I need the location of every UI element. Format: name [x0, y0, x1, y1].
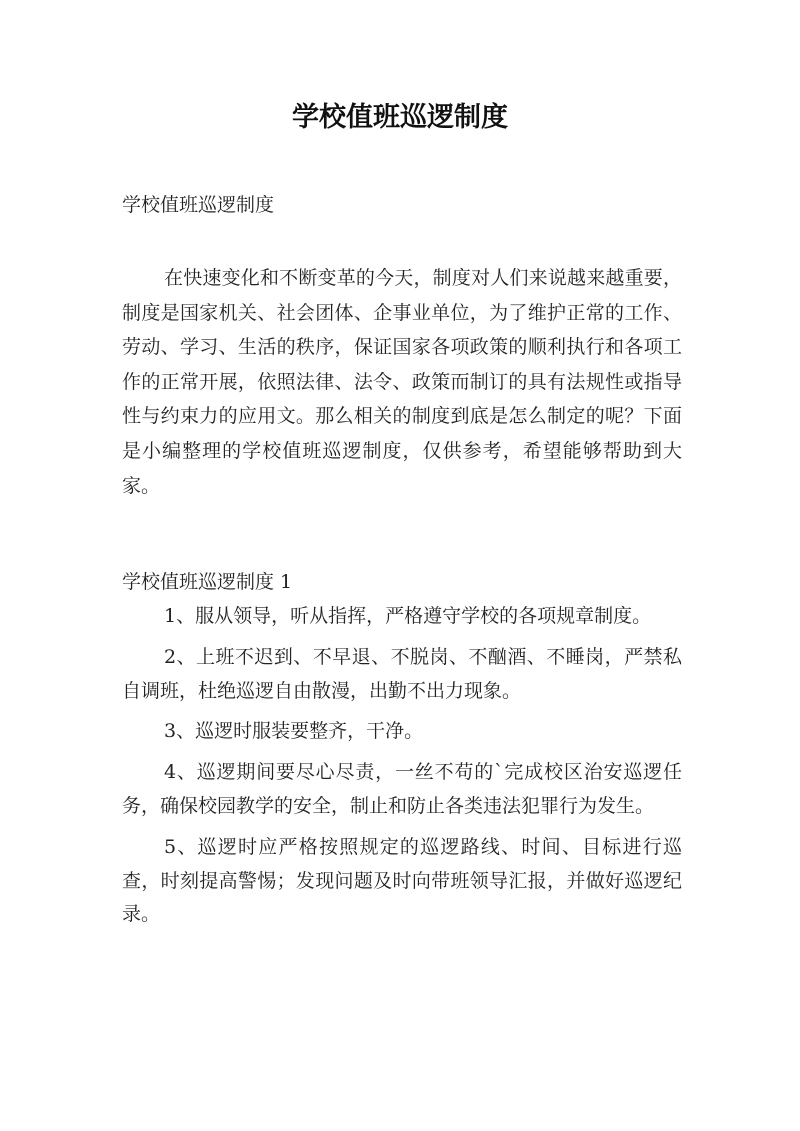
section-heading: 学校值班巡逻制度 1 [122, 571, 293, 593]
rules-list [122, 600, 682, 939]
intro-paragraph: 在快速变化和不断变革的今天，制度对人们来说越来越重要，制度是国家机关、社会团体、企事业单位，为了维护正常的工作、劳动、学习、生活的秩序，保证国家各项政策的顺利执行和各项工作的正常开展，依照法律、法令、政策而制订的具有法规性或指导性与约束力的应用文。那么相关的制度到底是怎么制定的呢？下面是小编整理的学校值班巡逻制度，仅供参考，希望能够帮助到大家。 [122, 267, 682, 497]
document-title: 学校值班巡逻制度 [292, 102, 508, 133]
rule-item: 2、上班不迟到、不早退、不脱岗、不酗酒、不睡岗，严禁私自调班，杜绝巡逻自由散漫，出勤不出力现象。 [122, 645, 682, 702]
document-subtitle: 学校值班巡逻制度 [122, 194, 275, 216]
rule-item: 5、巡逻时应严格按照规定的巡逻路线、时间、目标进行巡查，时刻提高警惕；发现问题及时向带班领导汇报，并做好巡逻纪录。 [122, 835, 682, 926]
rule-item: 3、巡逻时服装要整齐，干净。 [164, 720, 424, 743]
rule-item: 1、服从领导，听从指挥，严格遵守学校的各项规章制度。 [164, 605, 652, 627]
rule-item: 4、巡逻期间要尽心尽责，一丝不苟的`完成校区治安巡逻任务，确保校园教学的安全，制止和防止各类违法犯罪行为发生。 [122, 761, 682, 817]
